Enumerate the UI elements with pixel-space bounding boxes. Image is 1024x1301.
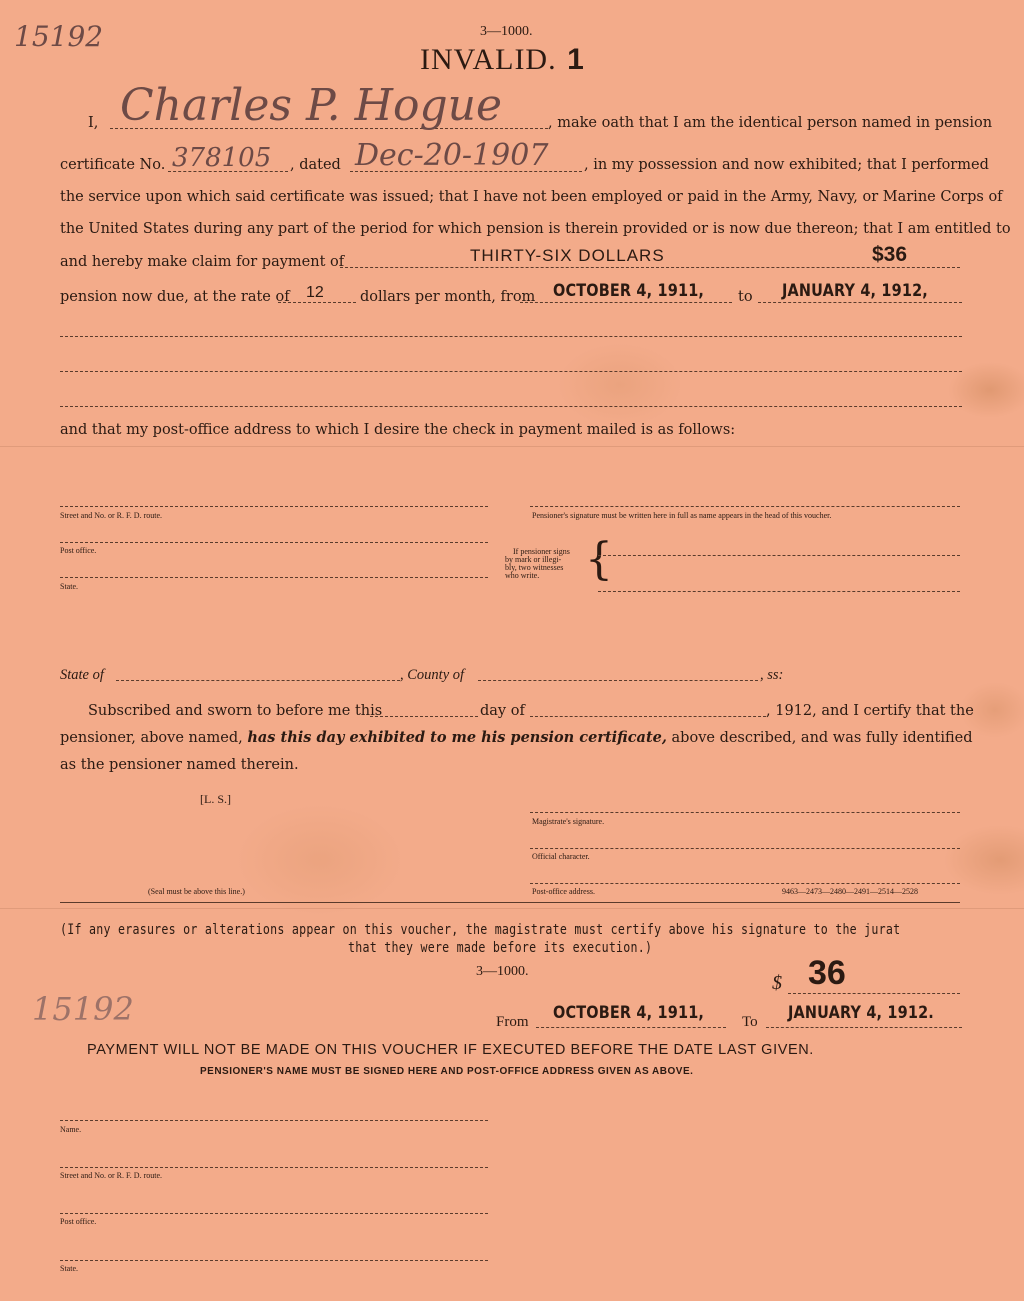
oath-line2-text: , in my possession and now exhibited; that I performed: [584, 157, 989, 173]
stub-name-line: [60, 1120, 488, 1121]
jurat-bottom-rule: [60, 902, 960, 903]
stub-state-line: [60, 1260, 488, 1261]
blank-line: [60, 406, 962, 407]
witness-note-line: who write.: [505, 571, 540, 580]
street-label: Street and No. or R. F. D. route.: [60, 511, 163, 520]
certificate-label: certificate No.: [60, 157, 166, 173]
day-line: [370, 716, 478, 717]
oath-line4: the United States during any part of the period for which pension is therein provided or is now due thereon; that I am entitled to: [60, 221, 1011, 237]
stub-file-number-handwritten: 15192: [32, 990, 134, 1028]
county-of-line: [478, 680, 758, 681]
street-line: [60, 506, 488, 507]
form-number: 3—1000.: [480, 24, 533, 39]
witness-line-1: [598, 555, 960, 556]
witness-note-line: by mark or illegi-: [505, 555, 562, 564]
file-number-handwritten: 15192: [14, 20, 104, 53]
witness-brace: {: [585, 534, 613, 585]
rate-suffix: dollars per month, from: [360, 289, 536, 305]
witness-note: [505, 548, 570, 580]
month-line: [530, 716, 766, 717]
fold-crease: [0, 908, 1024, 909]
fold-crease: [0, 446, 1024, 447]
post-office-address-label: Post-office address.: [532, 887, 595, 896]
seal-note: (Seal must be above this line.): [148, 887, 245, 896]
magistrate-signature-label: Magistrate's signature.: [532, 817, 605, 826]
jurat-line2-end: above described, and was fully identified: [671, 730, 973, 746]
erasures-note-line1: (If any erasures or alterations appear on this voucher, the magistrate must certify above his signature to the jurat: [60, 922, 901, 938]
jurat-line3: as the pensioner named therein.: [60, 757, 299, 773]
official-character-label: Official character.: [532, 852, 590, 861]
print-codes: 9463—2473—2480—2491—2514—2528: [782, 887, 918, 896]
stub-amount: 36: [808, 954, 846, 992]
rate-label: pension now due, at the rate of: [60, 289, 290, 305]
seal-marker: [L. S.]: [200, 792, 231, 806]
stub-amount-line: [788, 993, 960, 994]
stub-street-label: Street and No. or R. F. D. route.: [60, 1171, 163, 1180]
day-of-label: day of: [480, 703, 525, 719]
jurat-line2-emphasis: has this day exhibited to me his pension certificate,: [247, 729, 667, 746]
stub-from-label: From: [496, 1014, 529, 1030]
stub-name-label: Name.: [60, 1125, 82, 1134]
county-of-label: , County of: [400, 667, 465, 683]
blank-line: [60, 336, 962, 337]
witness-note-line: If pensioner signs: [513, 547, 570, 556]
erasures-note-line2: that they were made before its execution.): [348, 940, 653, 956]
stub-post-office-label: Post office.: [60, 1217, 97, 1226]
stub-from-line: [536, 1027, 726, 1028]
year-text: , 1912, and I certify that the: [766, 703, 974, 719]
blank-line: [60, 371, 962, 372]
post-office-label: Post office.: [60, 546, 97, 555]
signature-instruction: PENSIONER'S NAME MUST BE SIGNED HERE AND POST-OFFICE ADDRESS GIVEN AS ABOVE.: [200, 1066, 694, 1077]
monthly-rate: 12: [306, 284, 324, 301]
amount-in-words: THIRTY-SIX DOLLARS: [470, 246, 665, 265]
jurat-line2: [60, 729, 973, 746]
official-character-line: [530, 848, 960, 849]
magistrate-signature-line: [530, 812, 960, 813]
form-title: [420, 42, 585, 77]
oath-line1-text: , make oath that I am the identical person named in pension: [548, 115, 993, 131]
to-label: to: [738, 289, 753, 305]
from-date-line: [520, 302, 732, 303]
from-date: OCTOBER 4, 1911,: [553, 281, 705, 301]
stub-to-label: To: [742, 1014, 758, 1030]
signature-note: Pensioner's signature must be written here in full as name appears in the head of this voucher.: [532, 511, 832, 520]
subscribed-label: Subscribed and sworn to before me this: [88, 703, 383, 719]
pensioner-signature-line: [530, 506, 960, 507]
oath-i: I,: [88, 115, 99, 131]
post-office-line: [60, 542, 488, 543]
state-of-line: [116, 680, 400, 681]
to-date: JANUARY 4, 1912,: [782, 281, 928, 301]
state-of-label: State of: [60, 667, 104, 683]
form-title-text: INVALID.: [420, 43, 557, 76]
stub-to-date: JANUARY 4, 1912.: [788, 1003, 934, 1023]
oath-line3: the service upon which said certificate was issued; that I have not been employed or paid in the Army, Navy, or Marine Corps of: [60, 189, 1003, 205]
stub-state-label: State.: [60, 1264, 78, 1273]
address-intro: and that my post-office address to which I desire the check in payment mailed is as follows:: [60, 422, 736, 438]
witness-line-2: [598, 591, 960, 592]
payment-warning: PAYMENT WILL NOT BE MADE ON THIS VOUCHER IF EXECUTED BEFORE THE DATE LAST GIVEN.: [87, 1042, 814, 1058]
claim-amount-line: [340, 267, 960, 268]
certificate-date-handwritten: Dec-20-1907: [355, 138, 549, 173]
ss-label: , ss:: [760, 667, 784, 683]
jurat-line2-start: pensioner, above named,: [60, 730, 243, 746]
claim-amount: $36: [872, 243, 908, 266]
dated-label: , dated: [290, 157, 341, 173]
stub-from-date: OCTOBER 4, 1911,: [553, 1003, 705, 1023]
state-label: State.: [60, 582, 78, 591]
form-title-number: 1: [567, 43, 585, 76]
state-line: [60, 577, 488, 578]
claim-label: and hereby make claim for payment of: [60, 254, 345, 270]
stub-post-office-line: [60, 1213, 488, 1214]
stub-street-line: [60, 1167, 488, 1168]
stub-to-line: [766, 1027, 962, 1028]
certificate-number-handwritten: 378105: [172, 143, 272, 173]
post-office-address-line: [530, 883, 960, 884]
stub-dollar-sign: $: [772, 972, 782, 994]
to-date-line: [758, 302, 962, 303]
witness-note-line: bly, two witnesses: [505, 563, 564, 572]
stub-form-number: 3—1000.: [476, 964, 529, 979]
rate-line: [278, 302, 356, 303]
claimant-name-handwritten: Charles P. Hogue: [120, 80, 503, 131]
